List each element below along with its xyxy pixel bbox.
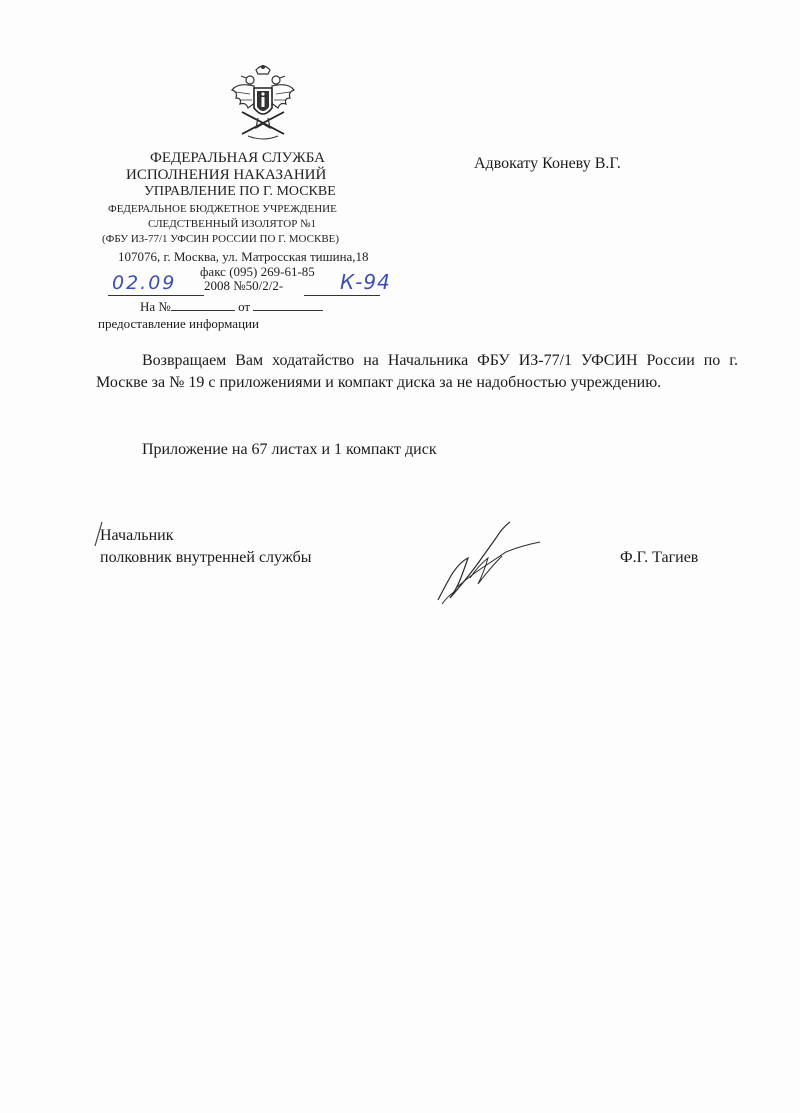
reference-from: от [238, 299, 251, 314]
date-underline [108, 295, 204, 296]
number-underline [304, 295, 380, 296]
appendix-line: Приложение на 67 листах и 1 компакт диск [142, 441, 437, 458]
registration-line [108, 270, 408, 300]
registration-year-number: 2008 №50/2/2- [204, 278, 284, 293]
signatory-rank: полковник внутренней службы [100, 549, 312, 566]
reference-number-blank [171, 298, 235, 311]
agency-name-line2: ИСПОЛНЕНИЯ НАКАЗАНИЙ [126, 167, 327, 183]
agency-name-line1: ФЕДЕРАЛЬНАЯ СЛУЖБА [150, 150, 325, 166]
signatory-name: Ф.Г. Тагиев [620, 549, 699, 566]
subject-line: предоставление информации [98, 316, 259, 331]
institution-line1: ФЕДЕРАЛЬНОЕ БЮДЖЕТНОЕ УЧРЕЖДЕНИЕ [108, 203, 337, 215]
handwritten-signature [430, 518, 550, 608]
double-headed-eagle-emblem-icon [228, 62, 298, 144]
reference-date-blank [253, 298, 323, 311]
institution-fax: факс (095) 269-61-85 [200, 264, 315, 279]
handwritten-date: 02.09 [112, 272, 177, 294]
department-name: УПРАВЛЕНИЕ ПО Г. МОСКВЕ [144, 184, 336, 199]
signatory-title: Начальник [100, 527, 174, 544]
institution-line3: (ФБУ ИЗ-77/1 УФСИН РОССИИ ПО Г. МОСКВЕ) [102, 233, 340, 245]
institution-address: 107076, г. Москва, ул. Матросская тишина,18 [118, 249, 369, 264]
body-paragraph: Возвращаем Вам ходатайство на Начальника ФБУ ИЗ-77/1 УФСИН России по г. Москве за № 19 с приложениями и компакт диска за не надобностью учреждению. [96, 352, 738, 391]
handwritten-registration-number: К-94 [340, 270, 391, 294]
institution-line2: СЛЕДСТВЕННЫЙ ИЗОЛЯТОР №1 [148, 218, 317, 230]
reference-prefix: На № [140, 299, 171, 314]
addressee: Адвокату Коневу В.Г. [474, 155, 621, 172]
reference-line [140, 298, 323, 315]
